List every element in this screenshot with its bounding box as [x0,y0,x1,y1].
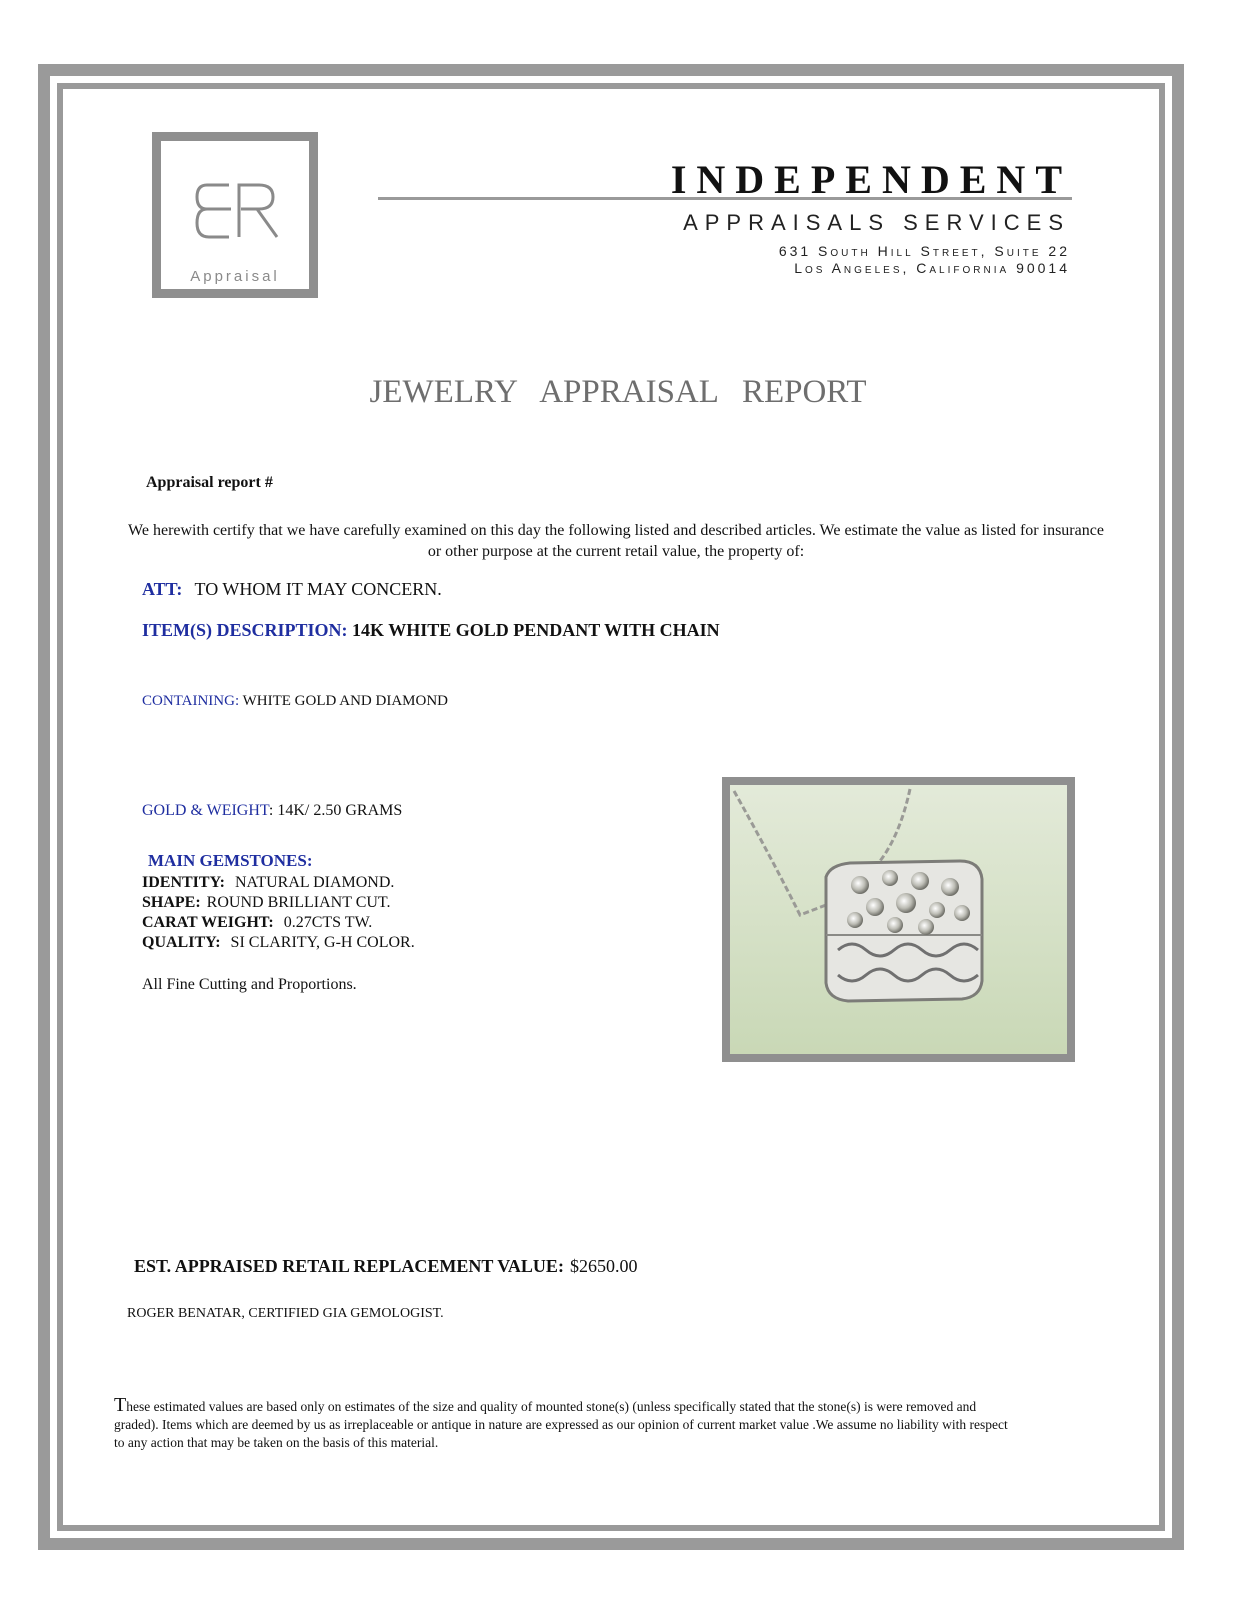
shape-label: SHAPE: [142,894,201,911]
report-title: JEWELRY APPRAISAL REPORT [369,374,867,410]
carat-label: CARAT WEIGHT: [142,914,274,931]
item-description [142,620,720,641]
quality-line [142,934,415,952]
logo-caption: Appraisal [190,268,280,285]
appraised-value: $2650.00 [569,1256,638,1276]
identity-line [142,874,394,892]
appraisal-logo [152,132,318,298]
containing-label: CONTAINING: [142,693,240,709]
quality-value: SI CLARITY, G-H COLOR. [230,934,415,951]
containing-value: WHITE GOLD AND DIAMOND [242,693,448,709]
company-name: INDEPENDENT [670,157,1072,202]
address-line-2: Los Angeles, California 90014 [794,260,1070,276]
carat-line [142,914,372,932]
disclaimer [114,1396,1014,1452]
certification-statement: We herewith certify that we have carefully examined on this day the following listed and described articles. We estimate the value as listed for insurance or other purpose at the current retail value, the property of: [128,522,1104,560]
identity-label: IDENTITY: [142,874,225,891]
item-description-value: 14K WHITE GOLD PENDANT WITH CHAIN [352,620,720,640]
item-description-label: ITEM(S) DESCRIPTION: [142,620,348,640]
gold-weight-line [142,802,402,820]
disclaimer-initial: T [114,1394,127,1416]
pendant-photo [722,777,1075,1062]
carat-value: 0.27CTS TW. [283,914,373,931]
address-line-1: 631 South Hill Street, Suite 22 [778,243,1070,259]
appraised-value-line [134,1256,637,1277]
appraised-value-label: EST. APPRAISED RETAIL REPLACEMENT VALUE: [134,1256,564,1276]
att-label: ATT: [142,579,183,599]
br-monogram-icon [189,173,289,253]
att-line [142,579,442,600]
gold-weight-value: : 14K/ 2.50 GRAMS [268,802,403,819]
company-subtitle: APPRAISALS SERVICES [683,210,1070,235]
shape-line [142,894,391,912]
gold-weight-label: GOLD & WEIGHT [142,802,269,819]
gemologist-signature-line: ROGER BENATAR, CERTIFIED GIA GEMOLOGIST. [127,1306,444,1321]
shape-value: ROUND BRILLIANT CUT. [206,894,391,911]
containing-line [142,693,448,710]
att-value: TO WHOM IT MAY CONCERN. [194,579,442,599]
main-gemstones-heading: MAIN GEMSTONES: [148,851,313,870]
cutting-note: All Fine Cutting and Proportions. [142,976,357,993]
disclaimer-text: hese estimated values are based only on estimates of the size and quality of mounted stone(s) (unless specifically stated that the stone(s) is were removed and graded). Items which are deemed by us as irreplaceable or antique in nature are expressed as our opinion of current market value .We assume no liability with respect to any action that may be taken on the basis of this material. [114,1399,1008,1450]
pendant-image [730,785,1067,1054]
report-number-label: Appraisal report # [146,474,273,491]
quality-label: QUALITY: [142,934,221,951]
identity-value: NATURAL DIAMOND. [235,874,395,891]
